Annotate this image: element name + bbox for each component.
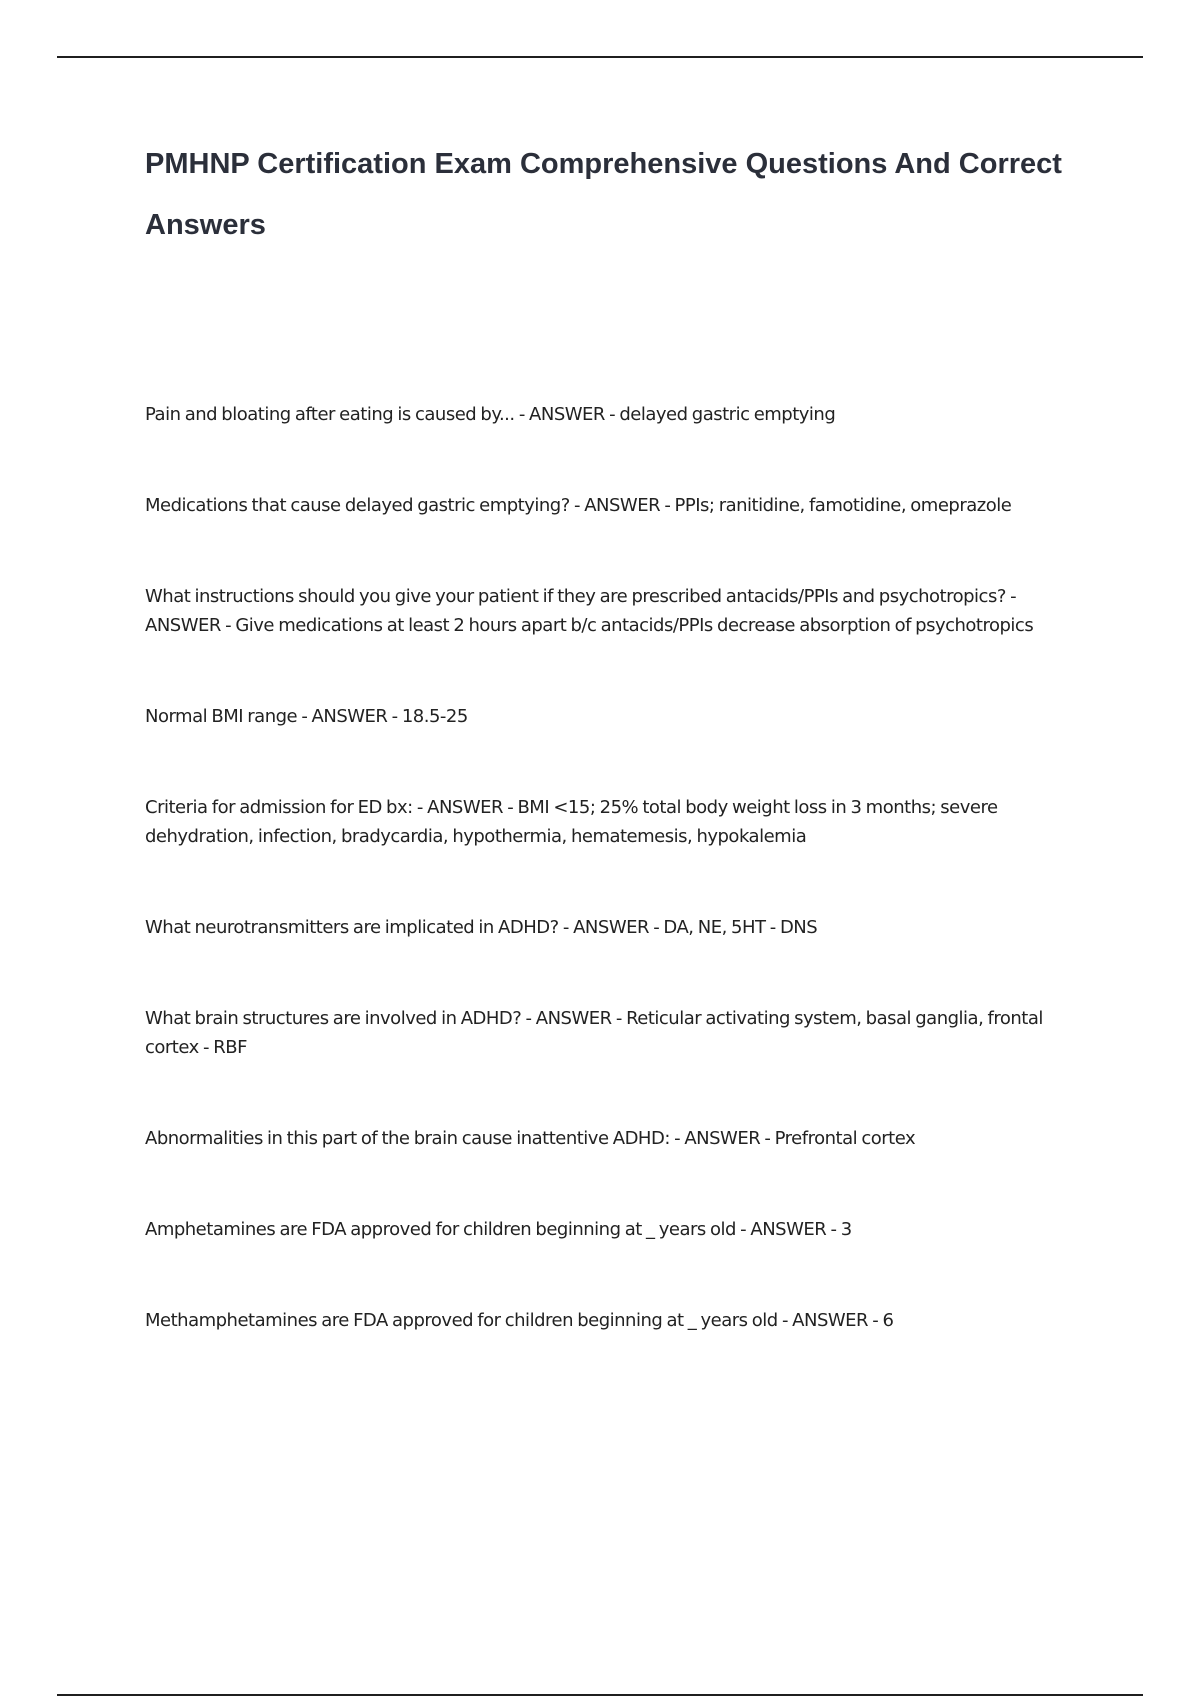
qa-item: What neurotransmitters are implicated in ADHD? - ANSWER - DA, NE, 5HT - DNS [145,917,818,938]
bottom-divider [57,1694,1143,1696]
qa-item: Criteria for admission for ED bx: - ANSWER - BMI <15; 25% total body weight loss in 3 months; severe dehydration, infection, bradycardia, hypothermia, hematemesis, hypokalemia [145,797,998,847]
qa-item: Normal BMI range - ANSWER - 18.5-25 [145,706,468,727]
qa-item: Amphetamines are FDA approved for children beginning at _ years old - ANSWER - 3 [145,1219,852,1240]
qa-item: Methamphetamines are FDA approved for children beginning at _ years old - ANSWER - 6 [145,1310,894,1331]
qa-item: What instructions should you give your patient if they are prescribed antacids/PPIs and psychotropics? - ANSWER - Give medications at least 2 hours apart b/c antacids/PPIs decrease absorption of psychotropics [145,586,1034,636]
qa-item: Pain and bloating after eating is caused by... - ANSWER - delayed gastric emptying [145,404,836,425]
document-title: PMHNP Certification Exam Comprehensive Questions And Correct Answers [145,148,1062,241]
qa-item: Medications that cause delayed gastric emptying? - ANSWER - PPIs; ranitidine, famotidine, omeprazole [145,495,1012,516]
top-divider [57,56,1143,58]
qa-list [145,400,1090,1397]
qa-item: What brain structures are involved in ADHD? - ANSWER - Reticular activating system, basal ganglia, frontal cortex - RBF [145,1008,1043,1058]
qa-item: Abnormalities in this part of the brain cause inattentive ADHD: - ANSWER - Prefrontal cortex [145,1128,916,1149]
